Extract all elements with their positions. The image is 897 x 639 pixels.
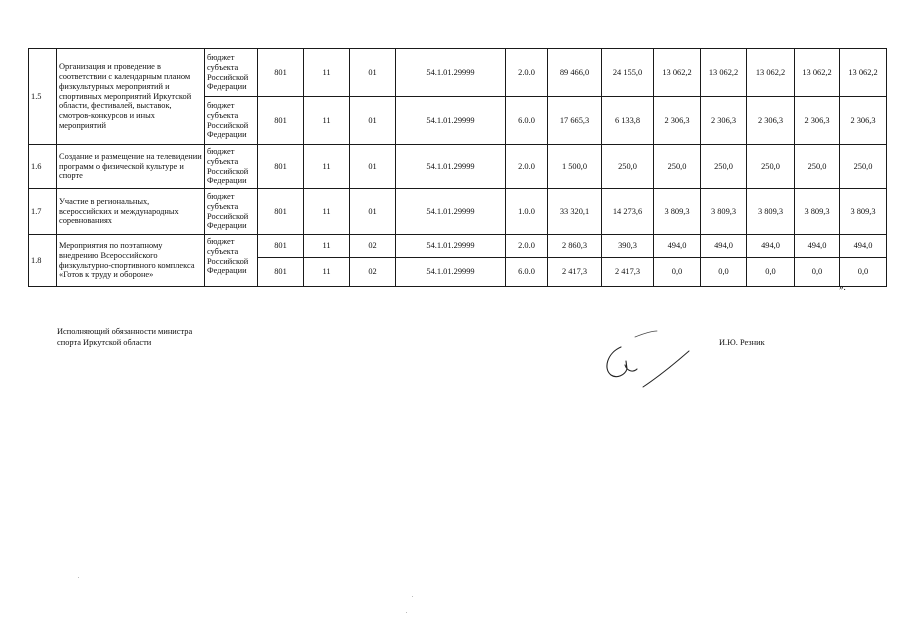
signatory-name: И.Ю. Резник [719, 338, 765, 347]
table-cell: 250,0 [840, 145, 887, 189]
funding-source: бюджет субъекта Российской Федерации [205, 235, 258, 287]
table-cell: 801 [258, 145, 304, 189]
table-cell: 54.1.01.29999 [396, 258, 506, 287]
item-number: 1.7 [29, 189, 57, 235]
table-cell: 2 306,3 [795, 97, 840, 145]
table-cell: 6.0.0 [506, 258, 548, 287]
table-cell: 250,0 [654, 145, 701, 189]
table-cell: 3 809,3 [747, 189, 795, 235]
table-cell: 11 [304, 258, 350, 287]
table-cell: 11 [304, 145, 350, 189]
signatory-title [57, 327, 192, 348]
table-cell: 0,0 [747, 258, 795, 287]
table-cell: 13 062,2 [654, 49, 701, 97]
table-cell: 1.0.0 [506, 189, 548, 235]
table-cell: 801 [258, 189, 304, 235]
table-cell: 01 [350, 189, 396, 235]
table-cell: 3 809,3 [795, 189, 840, 235]
table-cell: 54.1.01.29999 [396, 145, 506, 189]
table-cell: 250,0 [795, 145, 840, 189]
table-cell: 3 809,3 [840, 189, 887, 235]
table-cell: 494,0 [840, 235, 887, 258]
table-cell: 17 665,3 [548, 97, 602, 145]
table-cell: 0,0 [795, 258, 840, 287]
table-cell: 11 [304, 189, 350, 235]
signatory-title-line-1: Исполняющий обязанности министра [57, 327, 193, 336]
table-cell: 0,0 [701, 258, 747, 287]
table-cell: 2 306,3 [747, 97, 795, 145]
table-cell: 01 [350, 145, 396, 189]
item-number: 1.8 [29, 235, 57, 287]
table-cell: 494,0 [701, 235, 747, 258]
table-cell: 801 [258, 235, 304, 258]
table-cell: 02 [350, 258, 396, 287]
table-cell: 801 [258, 258, 304, 287]
table-cell: 250,0 [701, 145, 747, 189]
table-cell: 6.0.0 [506, 97, 548, 145]
table-cell: 01 [350, 49, 396, 97]
table-cell: 0,0 [840, 258, 887, 287]
table-cell: 390,3 [602, 235, 654, 258]
table-cell: 3 809,3 [654, 189, 701, 235]
table-row [29, 49, 887, 97]
table-cell: 13 062,2 [701, 49, 747, 97]
table-cell: 494,0 [795, 235, 840, 258]
table-cell: 02 [350, 235, 396, 258]
item-name: Создание и размещение на телевидении программ о физической культуре и спорте [57, 145, 205, 189]
table-cell: 250,0 [602, 145, 654, 189]
item-name: Организация и проведение в соответствии с календарным планом физкультурных мероприятий и спортивных мероприятий Иркутской области, фестивалей, выставок, смотров-конкурсов и иных мероприятий [57, 49, 205, 145]
signatory-title-line-2: спорта Иркутской области [57, 337, 152, 347]
handwritten-signature [595, 325, 705, 395]
table-cell: 2.0.0 [506, 145, 548, 189]
budget-table [28, 48, 887, 287]
table-cell: 801 [258, 97, 304, 145]
table-cell: 494,0 [747, 235, 795, 258]
closing-mark: ». [839, 282, 846, 292]
scan-speck [78, 577, 79, 578]
table-cell: 6 133,8 [602, 97, 654, 145]
table-row [29, 235, 887, 258]
funding-source: бюджет субъекта Российской Федерации [205, 189, 258, 235]
table-cell: 3 809,3 [701, 189, 747, 235]
scan-speck [412, 596, 413, 597]
table-cell: 54.1.01.29999 [396, 189, 506, 235]
table-cell: 11 [304, 235, 350, 258]
table-cell: 2 860,3 [548, 235, 602, 258]
item-number: 1.6 [29, 145, 57, 189]
scan-speck [406, 612, 407, 613]
table-cell: 13 062,2 [795, 49, 840, 97]
table-cell: 2.0.0 [506, 235, 548, 258]
funding-source: бюджет субъекта Российской Федерации [205, 145, 258, 189]
table-cell: 2 306,3 [701, 97, 747, 145]
funding-source: бюджет субъекта Российской Федерации [205, 49, 258, 97]
table-cell: 2.0.0 [506, 49, 548, 97]
table-cell: 11 [304, 49, 350, 97]
table-cell: 2 306,3 [654, 97, 701, 145]
table-cell: 494,0 [654, 235, 701, 258]
funding-source: бюджет субъекта Российской Федерации [205, 97, 258, 145]
item-name: Мероприятия по поэтапному внедрению Всероссийского физкультурно-спортивного комплекса «Готов к труду и обороне» [57, 235, 205, 287]
table-cell: 801 [258, 49, 304, 97]
table-cell: 13 062,2 [840, 49, 887, 97]
table-cell: 89 466,0 [548, 49, 602, 97]
item-number: 1.5 [29, 49, 57, 145]
table-cell: 24 155,0 [602, 49, 654, 97]
item-name: Участие в региональных, всероссийских и международных соревнованиях [57, 189, 205, 235]
table-row [29, 145, 887, 189]
table-cell: 01 [350, 97, 396, 145]
table-cell: 54.1.01.29999 [396, 49, 506, 97]
table-cell: 2 417,3 [548, 258, 602, 287]
table-cell: 250,0 [747, 145, 795, 189]
table-cell: 2 306,3 [840, 97, 887, 145]
table-cell: 13 062,2 [747, 49, 795, 97]
table-row [29, 189, 887, 235]
table-cell: 33 320,1 [548, 189, 602, 235]
table-cell: 54.1.01.29999 [396, 97, 506, 145]
table-cell: 1 500,0 [548, 145, 602, 189]
table-cell: 54.1.01.29999 [396, 235, 506, 258]
table-cell: 2 417,3 [602, 258, 654, 287]
table-cell: 11 [304, 97, 350, 145]
table-cell: 14 273,6 [602, 189, 654, 235]
table-cell: 0,0 [654, 258, 701, 287]
